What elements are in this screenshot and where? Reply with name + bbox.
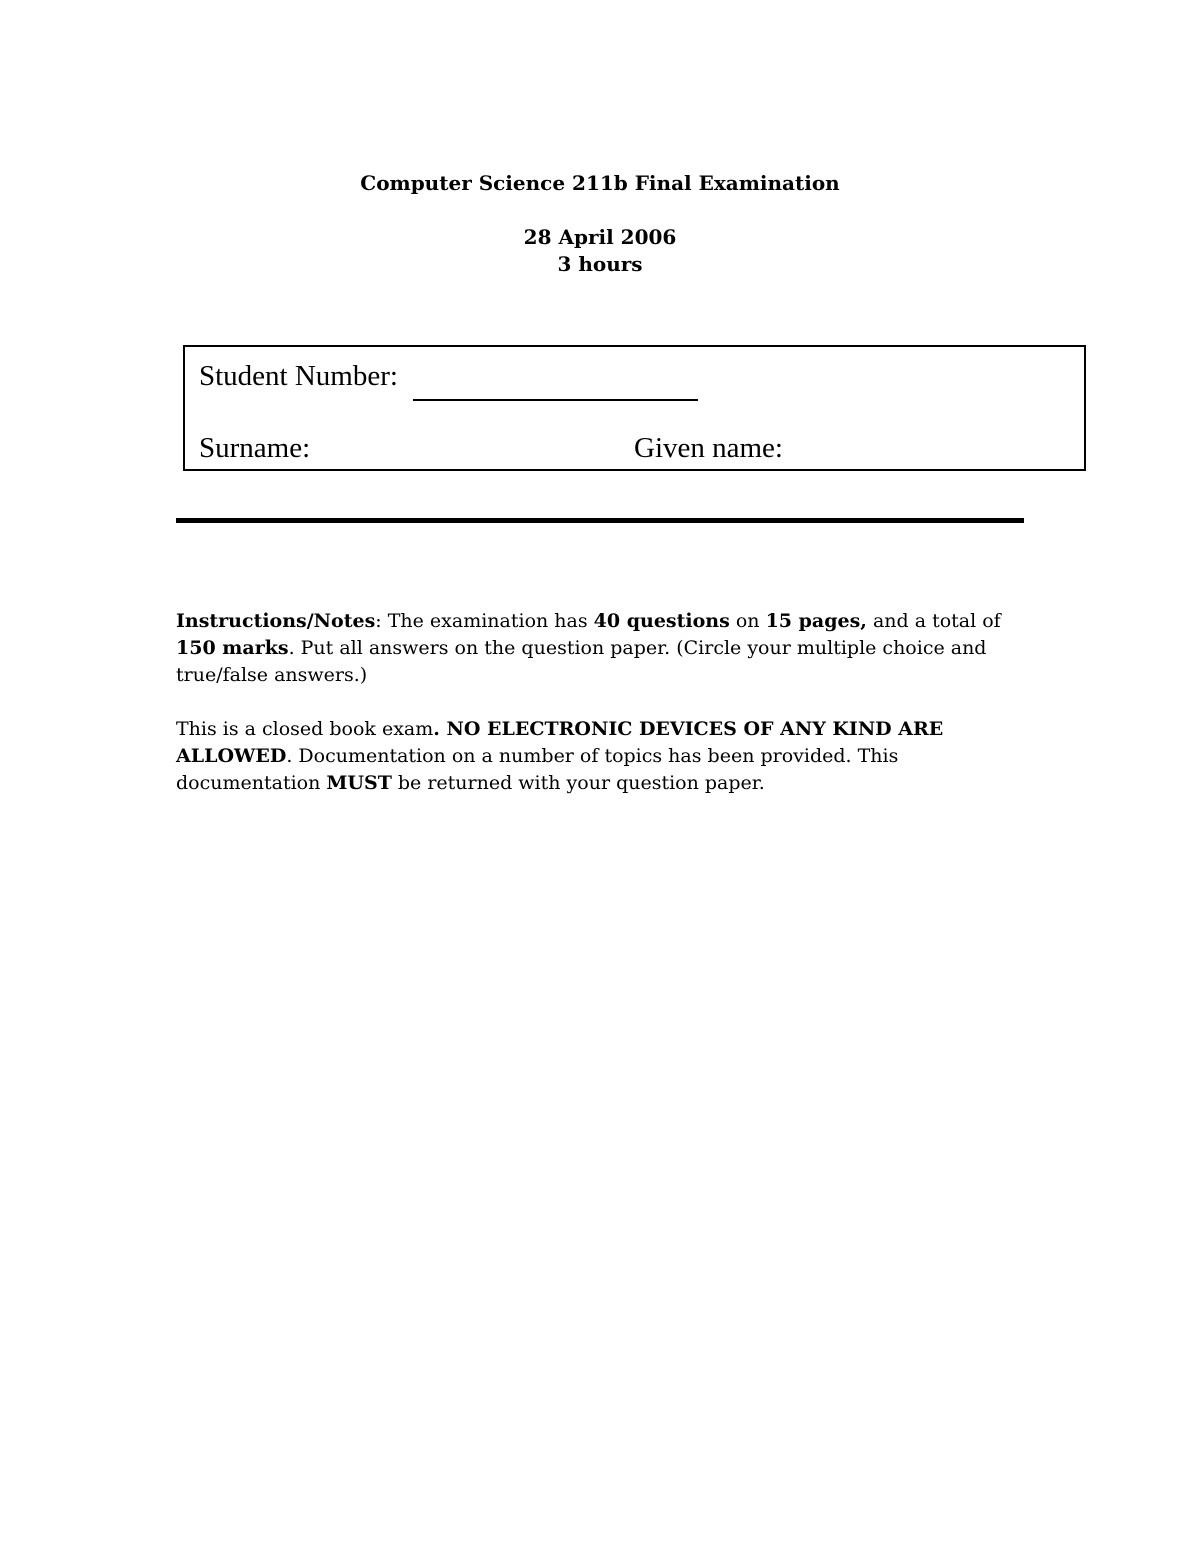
surname-label: Surname: bbox=[199, 432, 311, 464]
instructions-text-4: . Put all answers on the question paper. (Circle your multiple choice and true/false answers.) bbox=[176, 637, 987, 686]
rules-text-1: This is a closed book exam bbox=[176, 718, 434, 740]
given-name-label: Given name: bbox=[634, 432, 783, 464]
total-marks: 150 marks bbox=[176, 637, 289, 659]
instructions-text-1: : The examination has bbox=[375, 610, 594, 632]
horizontal-rule bbox=[176, 518, 1024, 523]
question-count: 40 questions bbox=[593, 610, 730, 632]
instructions-label: Instructions/Notes bbox=[176, 610, 376, 632]
student-number-line bbox=[413, 399, 698, 401]
instructions-paragraph bbox=[176, 608, 1036, 689]
instructions-text-2: on bbox=[729, 610, 766, 632]
rules-text-3: be returned with your question paper. bbox=[391, 772, 765, 794]
instructions-text-3: and a total of bbox=[866, 610, 1001, 632]
rules-text-2: . Documentation on a number of topics has been provided. This documentation bbox=[176, 745, 899, 794]
student-number-label: Student Number: bbox=[199, 360, 398, 392]
page-count: 15 pages, bbox=[765, 610, 867, 632]
must-emphasis: MUST bbox=[326, 772, 392, 794]
student-id-box bbox=[183, 345, 1086, 471]
exam-date: 28 April 2006 bbox=[523, 225, 677, 249]
exam-title: Computer Science 211b Final Examination bbox=[360, 171, 840, 195]
exam-duration: 3 hours bbox=[557, 252, 643, 276]
device-warning: . NO ELECTRONIC DEVICES OF ANY KIND ARE ALLOWED bbox=[176, 718, 944, 767]
rules-paragraph bbox=[176, 716, 1036, 797]
